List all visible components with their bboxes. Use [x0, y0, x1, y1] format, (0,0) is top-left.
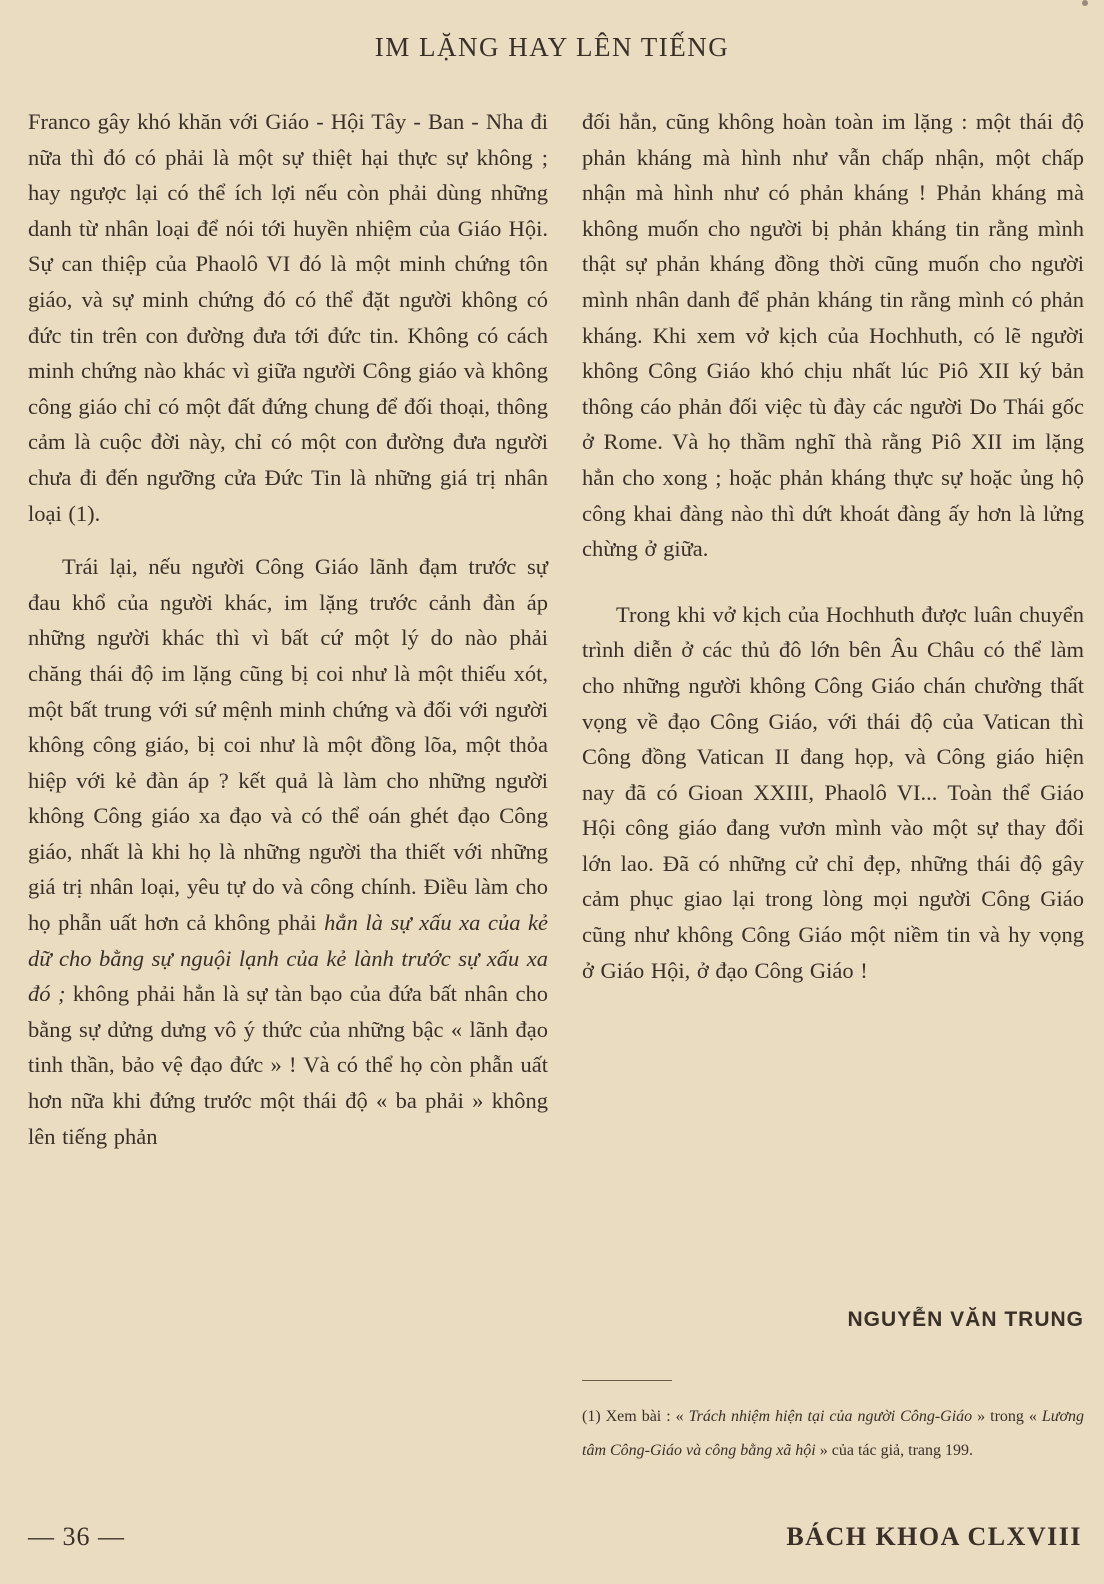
right-paragraph-2: Trong khi vở kịch của Hochhuth được luân chuyển trình diễn ở các thủ đô lớn bên Âu Châu có thể làm cho những người không Công Giáo chán chường thất vọng về đạo Công Giáo, với thái độ của Vatican thì Công đồng Vatican II đang họp, và Công giáo hiện nay đã có Gioan XXIII, Phaolô VI... Toàn thể Giáo Hội công giáo đang vươn mình vào một sự thay đổi lớn lao. Đã có những cử chỉ đẹp, những thái độ gây cảm phục giao lại trong lòng mọi người Công Giáo cũng như không Công Giáo một niềm tin và hy vọng ở Giáo Hội, ở đạo Công Giáo ! — [582, 601, 1084, 983]
paragraph-gap — [582, 567, 1084, 597]
footnote-book-title: Lương tâm Công-Giáo và công bằng xã hội — [582, 1408, 1085, 1459]
left-paragraph-2-italic: hẳn là sự xấu xa của kẻ dữ cho bằng sự nguội lạnh của kẻ lành trước sự xấu xa đó ; — [28, 910, 548, 1007]
paragraph-gap — [28, 531, 548, 549]
magazine-issue: BÁCH KHOA CLXVIII — [786, 1522, 1082, 1551]
left-paragraph-1: Franco gây khó khăn với Giáo - Hội Tây - Ban - Nha đi nữa thì đó có phải là một sự thiệt hại thực sự không ; hay ngược lại có thể ích lợi nếu còn phải dùng những danh từ nhân loại để nói tới huyền nhiệm của Giáo Hội. Sự can thiệp của Phaolô VI đó là một minh chứng tôn giáo, và sự minh chứng đó có thể đặt người không có đức tin trên con đường đưa tới đức tin. Không có cách minh chứng nào khác vì giữa người Công giáo và không công giáo chỉ có một đất đứng chung để đối thoại, thông cảm là cuộc đời này, chỉ có một con đường đưa người chưa đi đến ngưỡng cửa Đức Tin là những giá trị nhân loại (1). — [28, 109, 548, 526]
right-paragraph-1: đối hẳn, cũng không hoàn toàn im lặng : một thái độ phản kháng mà hình như vẫn chấp nhận, một chấp nhận mà hình như có phản kháng ! Phản kháng mà không muốn cho người bị phản kháng tin rằng mình thật sự phản kháng đồng thời cũng muốn cho người mình nhân danh để phản kháng tin rằng mình có phản kháng. Khi xem vở kịch của Hochhuth, có lẽ người không Công Giáo khó chịu nhất lúc Piô XII ký bản thông cáo phản đối việc tù đày các người Do Thái gốc ở Rome. Và họ thầm nghĩ thà rằng Piô XII im lặng hẳn cho xong ; hoặc phản kháng thực sự hoặc ủng hộ công khai đàng nào thì dứt khoát đàng ấy hơn là lửng chừng ở giữa. — [582, 109, 1084, 562]
left-paragraph-2-part-b: không phải hẳn là sự tàn bạo của đứa bất nhân cho bằng sự dửng dưng vô ý thức của những bậc « lãnh đạo tinh thần, bảo vệ đạo đức » ! Và có thể họ còn phẫn uất hơn nữa khi đứng trước một thái độ « ba phải » không lên tiếng phản — [28, 981, 548, 1149]
left-column — [28, 104, 548, 1154]
page-title: IM LẶNG HAY LÊN TIẾNG — [374, 32, 730, 62]
footnote — [582, 1400, 1084, 1468]
right-column — [582, 104, 1084, 988]
print-speck — [1082, 0, 1088, 6]
page-number: — 36 — — [28, 1522, 125, 1551]
left-paragraph-2-part-a: Trái lại, nếu người Công Giáo lãnh đạm trước sự đau khổ của người khác, im lặng trước cảnh đàn áp những người khác thì vì bất cứ một lý do nào phải chăng thái độ im lặng cũng bị coi như là một thiếu xót, một bất trung với sứ mệnh minh chứng và đối với người không công giáo, bị coi như là một đồng lõa, một thỏa hiệp với kẻ đàn áp ? kết quả là làm cho những người không Công giáo xa đạo và có thể oán ghét đạo Công giáo, nhất là khi họ là những người tha thiết với những giá trị nhân loại, yêu tự do và công chính. Điều làm cho họ phẫn uất hơn cả không phải — [28, 554, 548, 936]
left-paragraph-2 — [28, 549, 548, 1154]
footnote-text — [582, 1400, 1084, 1468]
footnote-mid: » trong « — [972, 1408, 1042, 1425]
footnote-prefix: (1) Xem bài : « — [582, 1408, 689, 1425]
footnote-divider — [582, 1380, 672, 1381]
footnote-article-title: Trách nhiệm hiện tại của người Công-Giáo — [688, 1408, 973, 1425]
footnote-suffix: » của tác giả, trang 199. — [815, 1442, 974, 1459]
author-name: NGUYỄN VĂN TRUNG — [847, 1308, 1084, 1331]
